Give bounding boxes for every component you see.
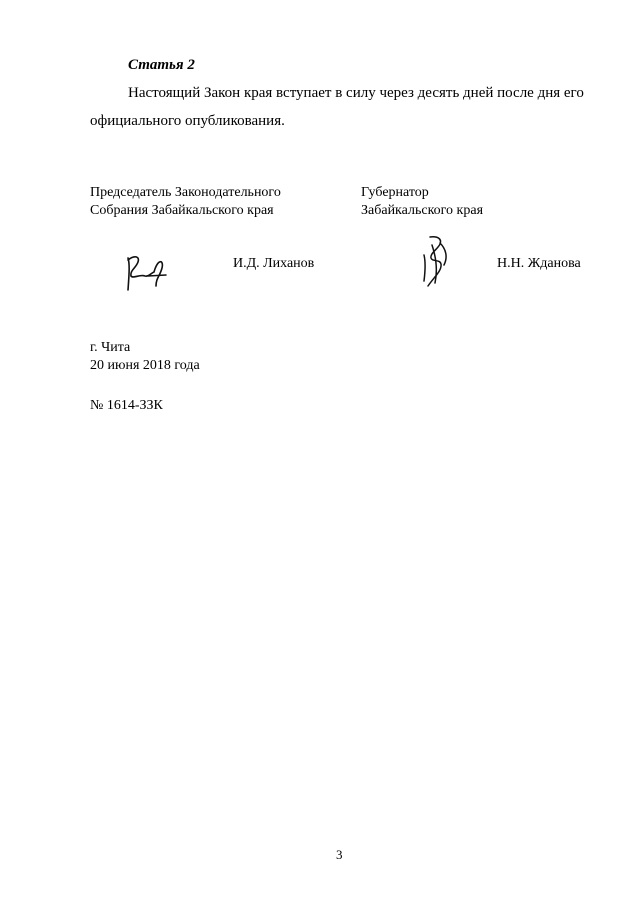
place-date-block bbox=[90, 339, 200, 375]
date: 20 июня 2018 года bbox=[90, 358, 200, 373]
chairman-name: И.Д. Лиханов bbox=[233, 256, 315, 271]
law-number: № 1614-ЗЗК bbox=[90, 398, 163, 413]
chairman-title-line-1: Председатель Законодательного bbox=[90, 185, 281, 200]
place: г. Чита bbox=[90, 340, 131, 355]
governor-name: Н.Н. Жданова bbox=[497, 256, 581, 271]
chairman-title bbox=[90, 184, 281, 220]
article-text-line-2: официального опубликования. bbox=[90, 113, 285, 129]
article-heading: Статья 2 bbox=[128, 57, 195, 73]
governor-title-line-1: Губернатор bbox=[361, 185, 429, 200]
governor-title bbox=[361, 184, 483, 220]
chairman-signature-icon bbox=[118, 246, 170, 296]
page-number: 3 bbox=[336, 847, 343, 862]
governor-signature-icon bbox=[418, 233, 452, 289]
governor-title-line-2: Забайкальского края bbox=[361, 203, 484, 218]
chairman-title-line-2: Собрания Забайкальского края bbox=[90, 203, 274, 218]
article-text-line-1: Настоящий Закон края вступает в силу через десять дней после дня его bbox=[128, 85, 584, 101]
